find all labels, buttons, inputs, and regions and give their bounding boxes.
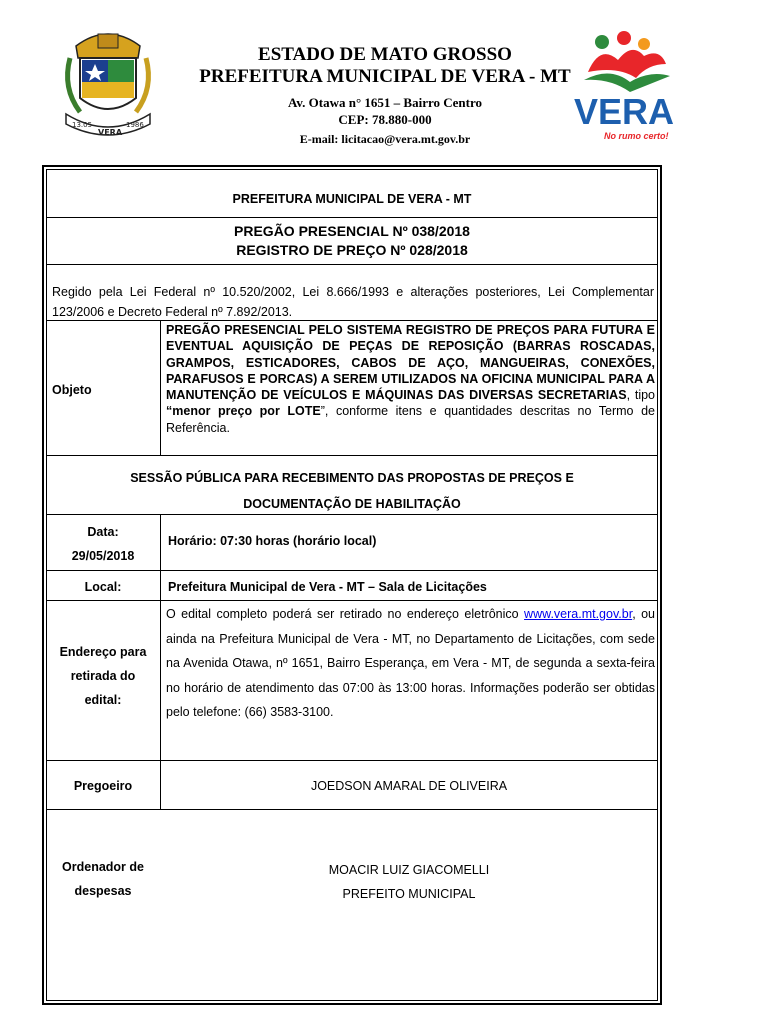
crest-text-date: 13.05 bbox=[72, 121, 93, 129]
objeto-tipo-value: “menor preço por LOTE bbox=[166, 404, 321, 419]
address: Av. Otawa n° 1651 – Bairro Centro bbox=[287, 95, 483, 110]
objeto-rest: ”, conforme itens e quantidades descritas no Termo de Referência. bbox=[166, 404, 655, 435]
local-value: Prefeitura Municipal de Vera - MT – Sala de Licitações bbox=[168, 580, 487, 594]
ordenador-label-line-2: despesas bbox=[74, 884, 132, 898]
divider bbox=[46, 217, 658, 218]
pregao-number: PREGÃO PRESENCIAL Nº 038/2018 bbox=[234, 223, 470, 239]
data-label: Data: bbox=[87, 525, 119, 539]
endereco-text bbox=[166, 602, 655, 725]
logo-wordmark: VERA bbox=[574, 91, 675, 132]
pregoeiro-label: Pregoeiro bbox=[73, 779, 133, 793]
ordenador-label-line-1: Ordenador de bbox=[62, 860, 144, 874]
crest-text-town: VERA bbox=[98, 128, 123, 137]
ordenador-role: PREFEITO MUNICIPAL bbox=[342, 887, 476, 901]
endereco-label-line-3: edital: bbox=[84, 693, 122, 707]
divider bbox=[160, 320, 161, 455]
divider bbox=[46, 570, 658, 571]
objeto-text bbox=[166, 322, 655, 436]
endereco-label-line-1: Endereço para bbox=[59, 645, 147, 659]
objeto-label: Objeto bbox=[52, 383, 92, 397]
website-link[interactable]: www.vera.mt.gov.br bbox=[524, 607, 633, 621]
email: E-mail: licitacao@vera.mt.gov.br bbox=[299, 132, 471, 146]
endereco-label bbox=[46, 640, 160, 712]
org-title: PREFEITURA MUNICIPAL DE VERA - MT bbox=[232, 192, 472, 206]
endereco-intro: O edital completo poderá ser retirado no endereço eletrônico bbox=[166, 607, 525, 621]
sessao-line-1: SESSÃO PÚBLICA PARA RECEBIMENTO DAS PROPOSTAS DE PREÇOS E bbox=[130, 471, 574, 485]
endereco-label-line-2: retirada do bbox=[70, 669, 136, 683]
objeto-description: PREGÃO PRESENCIAL PELO SISTEMA REGISTRO DE PREÇOS PARA FUTURA E EVENTUAL AQUISIÇÃO DE PEÇAS DE REPOSIÇÃO (BARRAS ROSCADAS, GRAMPOS, ESTICADORES, CABOS DE AÇO, MANGUEIRAS, CONEXÕES, PARAFUSOS E PORCAS) A SEREM UTILIZADOS NA OFICINA MUNICIPAL PARA A MANUTENÇÃO DE VEÍCULOS E MÁQUINAS DAS DIVERSAS SECRETARIAS bbox=[166, 323, 655, 403]
ordenador-signature bbox=[160, 858, 658, 906]
letterhead bbox=[0, 0, 770, 160]
pregoeiro-name: JOEDSON AMARAL DE OLIVEIRA bbox=[310, 779, 508, 793]
divider bbox=[46, 320, 658, 321]
letterhead-text bbox=[160, 44, 610, 148]
pregao-title bbox=[46, 222, 658, 260]
ordenador-name: MOACIR LUIZ GIACOMELLI bbox=[328, 863, 490, 877]
divider bbox=[46, 514, 658, 515]
local-label: Local: bbox=[84, 580, 122, 594]
regido-paragraph: Regido pela Lei Federal nº 10.520/2002, Lei 8.666/1993 e alterações posteriores, Lei Complementar 123/2006 e Decreto Federal nº 7.892/2013. bbox=[52, 285, 654, 319]
divider bbox=[46, 760, 658, 761]
endereco-details: , ou ainda na Prefeitura Municipal de Vera - MT, no Departamento de Licitações, com sede na Avenida Otawa, nº 1651, Bairro Esperança, em Vera - MT, de segunda a sexta-feira no horário de atendimento das 07:00 às 13:00 horas. Informações poderão ser obtidas pelo telefone: (66) 3583-3100. bbox=[166, 607, 655, 720]
state-name: ESTADO DE MATO GROSSO bbox=[258, 44, 512, 65]
divider bbox=[46, 600, 658, 601]
registro-number: REGISTRO DE PREÇO Nº 028/2018 bbox=[236, 242, 468, 258]
municipal-crest-emblem bbox=[58, 28, 158, 146]
horario: Horário: 07:30 horas (horário local) bbox=[168, 534, 377, 548]
cep: CEP: 78.880-000 bbox=[338, 112, 432, 127]
divider bbox=[160, 514, 161, 809]
data-cell bbox=[46, 520, 160, 568]
logo-tagline: No rumo certo! bbox=[604, 131, 669, 141]
objeto-tipo: , tipo bbox=[626, 388, 655, 403]
divider bbox=[46, 264, 658, 265]
divider bbox=[46, 455, 658, 456]
sessao-heading bbox=[46, 465, 658, 517]
divider bbox=[46, 809, 658, 810]
ordenador-label bbox=[46, 855, 160, 903]
data-value: 29/05/2018 bbox=[71, 549, 135, 563]
crest-text-year: 1986 bbox=[126, 121, 144, 129]
sessao-line-2: DOCUMENTAÇÃO DE HABILITAÇÃO bbox=[243, 497, 461, 511]
prefeitura-name: PREFEITURA MUNICIPAL DE VERA - MT bbox=[199, 66, 571, 87]
